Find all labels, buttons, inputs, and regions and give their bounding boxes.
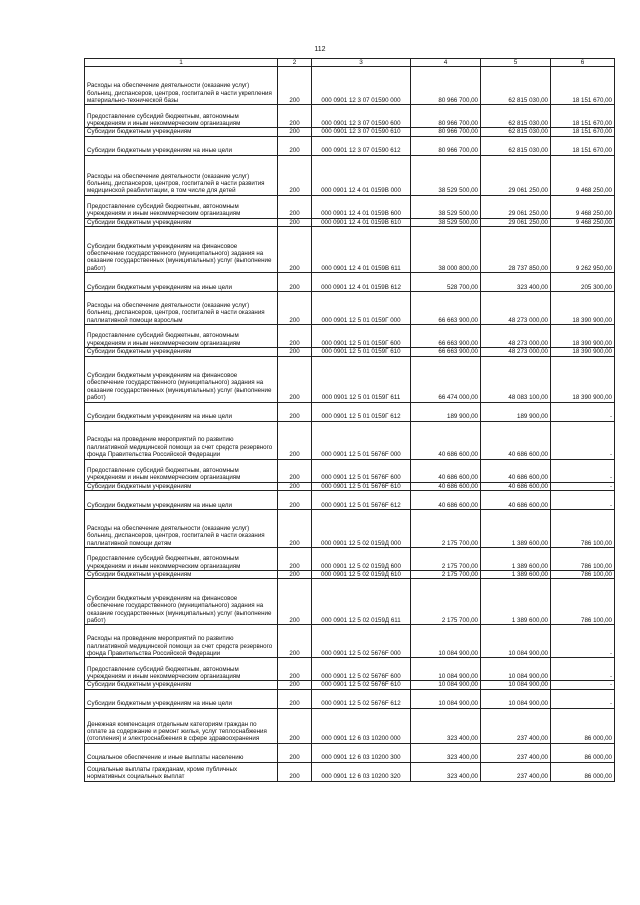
table-row: [85, 292, 615, 325]
row-value-col5-cell: 29 061 250,00: [481, 218, 551, 226]
row-name-cell: Субсидии бюджетным учреждениям на финансовое обеспечение государственного (муниципального) задания на оказание государственных (муниципальных) услуг (выполнение работ): [85, 579, 278, 625]
row-code-cell: 200: [278, 128, 312, 136]
row-value-col5-cell: 48 083 100,00: [481, 356, 551, 402]
row-value-col6-cell: 18 390 900,00: [551, 356, 615, 402]
header-cell-3: 3: [312, 59, 411, 67]
row-classification-cell: 000 0901 12 5 01 5676F 000: [312, 421, 411, 459]
row-name-cell: Расходы на обеспечение деятельности (оказание услуг) больниц, диспансеров, центров, госпиталей в части развития медицинской реабилитации, в том числе для детей: [85, 155, 278, 195]
row-value-col5-cell: 29 061 250,00: [481, 195, 551, 218]
row-value-col5-cell: 1 389 600,00: [481, 579, 551, 625]
table-row: [85, 136, 615, 155]
row-classification-cell: 000 0901 12 5 02 0159Д 000: [312, 510, 411, 548]
row-value-col5-cell: 62 815 030,00: [481, 128, 551, 136]
row-code-cell: 200: [278, 579, 312, 625]
row-value-col5-cell: 28 737 850,00: [481, 227, 551, 273]
header-cell-4: 4: [411, 59, 481, 67]
row-value-col6-cell: 9 262 950,00: [551, 227, 615, 273]
table-row: [85, 625, 615, 658]
row-value-col6-cell: 18 151 670,00: [551, 136, 615, 155]
row-value-col6-cell: 18 390 900,00: [551, 325, 615, 348]
row-name-cell: Предоставление субсидий бюджетным, автономным учреждениям и иным некоммерческим организациям: [85, 325, 278, 348]
row-value-col5-cell: 10 084 900,00: [481, 689, 551, 708]
row-value-col6-cell: 786 100,00: [551, 571, 615, 579]
row-code-cell: 200: [278, 348, 312, 356]
row-code-cell: 200: [278, 491, 312, 510]
row-value-col4-cell: 80 966 700,00: [411, 105, 481, 128]
header-cell-1: 1: [85, 59, 278, 67]
row-classification-cell: 000 0901 12 5 02 0159Д 611: [312, 579, 411, 625]
table-row: [85, 273, 615, 292]
row-value-col4-cell: 38 529 500,00: [411, 155, 481, 195]
row-name-cell: Расходы на обеспечение деятельности (оказание услуг) больниц, диспансеров, центров, госпиталей в части оказания паллиативной помощи детям: [85, 510, 278, 548]
row-code-cell: 200: [278, 155, 312, 195]
table-row: [85, 548, 615, 571]
row-value-col6-cell: 205 300,00: [551, 273, 615, 292]
row-name-cell: Расходы на обеспечение деятельности (оказание услуг) больниц, диспансеров, центров, госпиталей в части укрепления материально-технической базы: [85, 67, 278, 105]
header-cell-2: 2: [278, 59, 312, 67]
row-name-cell: Предоставление субсидий бюджетным, автономным учреждениям и иным некоммерческим организациям: [85, 459, 278, 482]
row-value-col4-cell: 10 084 900,00: [411, 658, 481, 681]
row-value-col5-cell: 29 061 250,00: [481, 155, 551, 195]
table-row: [85, 762, 615, 781]
table-row: [85, 579, 615, 625]
row-value-col5-cell: 10 084 900,00: [481, 658, 551, 681]
row-name-cell: Субсидии бюджетным учреждениям на финансовое обеспечение государственного (муниципального) задания на оказание государственных (муниципальных) услуг (выполнение работ): [85, 356, 278, 402]
row-value-col5-cell: 40 686 600,00: [481, 421, 551, 459]
row-code-cell: 200: [278, 625, 312, 658]
row-name-cell: Субсидии бюджетным учреждениям: [85, 128, 278, 136]
row-classification-cell: 000 0901 12 5 02 5676F 612: [312, 689, 411, 708]
row-value-col6-cell: -: [551, 681, 615, 689]
table-row: [85, 128, 615, 136]
row-value-col4-cell: 10 084 900,00: [411, 625, 481, 658]
row-code-cell: 200: [278, 459, 312, 482]
table-row: [85, 681, 615, 689]
row-code-cell: 200: [278, 510, 312, 548]
row-name-cell: Денежная компенсация отдельным категориям граждан по оплате за содержание и ремонт жилья, услуг теплоснабжения (отопления) и электроснабжения в сфере здравоохранения: [85, 708, 278, 743]
row-code-cell: 200: [278, 195, 312, 218]
table-row: [85, 356, 615, 402]
table-row: [85, 510, 615, 548]
row-value-col4-cell: 528 700,00: [411, 273, 481, 292]
budget-table-body: [85, 59, 615, 782]
row-code-cell: 200: [278, 571, 312, 579]
header-cell-5: 5: [481, 59, 551, 67]
row-value-col4-cell: 66 663 900,00: [411, 292, 481, 325]
row-value-col4-cell: 40 686 600,00: [411, 459, 481, 482]
table-row: [85, 708, 615, 743]
row-value-col4-cell: 38 529 500,00: [411, 218, 481, 226]
table-row: [85, 105, 615, 128]
row-value-col6-cell: 18 151 670,00: [551, 67, 615, 105]
row-classification-cell: 000 0901 12 5 01 0159Г 612: [312, 402, 411, 421]
row-value-col5-cell: 10 084 900,00: [481, 625, 551, 658]
table-row: [85, 155, 615, 195]
table-row: [85, 325, 615, 348]
row-value-col5-cell: 40 686 600,00: [481, 482, 551, 490]
row-classification-cell: 000 0901 12 3 07 01590 610: [312, 128, 411, 136]
row-value-col6-cell: 786 100,00: [551, 548, 615, 571]
row-value-col5-cell: 48 273 000,00: [481, 325, 551, 348]
row-value-col6-cell: 18 390 900,00: [551, 292, 615, 325]
table-row: [85, 491, 615, 510]
row-value-col6-cell: -: [551, 482, 615, 490]
table-row: [85, 689, 615, 708]
row-code-cell: 200: [278, 402, 312, 421]
row-code-cell: 200: [278, 227, 312, 273]
row-code-cell: 200: [278, 218, 312, 226]
row-value-col5-cell: 48 273 000,00: [481, 348, 551, 356]
row-value-col4-cell: 80 966 700,00: [411, 128, 481, 136]
row-code-cell: 200: [278, 658, 312, 681]
row-value-col4-cell: 38 529 500,00: [411, 195, 481, 218]
header-cell-6: 6: [551, 59, 615, 67]
row-value-col4-cell: 323 400,00: [411, 708, 481, 743]
row-code-cell: 200: [278, 708, 312, 743]
table-row: [85, 227, 615, 273]
row-value-col6-cell: 18 390 900,00: [551, 348, 615, 356]
table-row: [85, 743, 615, 762]
row-value-col6-cell: -: [551, 658, 615, 681]
row-name-cell: Социальное обеспечение и иные выплаты населению: [85, 743, 278, 762]
row-value-col5-cell: 40 686 600,00: [481, 491, 551, 510]
row-classification-cell: 000 0901 12 5 02 5676F 000: [312, 625, 411, 658]
row-code-cell: 200: [278, 743, 312, 762]
table-row: [85, 195, 615, 218]
row-value-col5-cell: 40 686 600,00: [481, 459, 551, 482]
row-value-col5-cell: 62 815 030,00: [481, 136, 551, 155]
row-value-col4-cell: 2 175 700,00: [411, 579, 481, 625]
row-name-cell: Предоставление субсидий бюджетным, автономным учреждениям и иным некоммерческим организациям: [85, 195, 278, 218]
row-classification-cell: 000 0901 12 5 02 5676F 600: [312, 658, 411, 681]
row-name-cell: Субсидии бюджетным учреждениям: [85, 218, 278, 226]
row-name-cell: Предоставление субсидий бюджетным, автономным учреждениям и иным некоммерческим организациям: [85, 105, 278, 128]
row-value-col5-cell: 189 900,00: [481, 402, 551, 421]
header-row: [85, 59, 615, 67]
row-code-cell: 200: [278, 292, 312, 325]
row-value-col6-cell: 9 468 250,00: [551, 155, 615, 195]
row-code-cell: 200: [278, 67, 312, 105]
row-code-cell: 200: [278, 681, 312, 689]
row-classification-cell: 000 0901 12 5 01 0159Г 000: [312, 292, 411, 325]
row-value-col4-cell: 323 400,00: [411, 743, 481, 762]
row-classification-cell: 000 0901 12 4 01 0159В 611: [312, 227, 411, 273]
row-classification-cell: 000 0901 12 3 07 01590 000: [312, 67, 411, 105]
row-value-col4-cell: 66 663 900,00: [411, 348, 481, 356]
row-value-col4-cell: 38 000 800,00: [411, 227, 481, 273]
row-classification-cell: 000 0901 12 5 01 0159Г 610: [312, 348, 411, 356]
table-row: [85, 658, 615, 681]
row-value-col5-cell: 237 400,00: [481, 708, 551, 743]
row-code-cell: 200: [278, 136, 312, 155]
row-name-cell: Социальные выплаты гражданам, кроме публичных нормативных социальных выплат: [85, 762, 278, 781]
row-classification-cell: 000 0901 12 5 02 5676F 610: [312, 681, 411, 689]
row-classification-cell: 000 0901 12 3 07 01590 600: [312, 105, 411, 128]
row-value-col5-cell: 237 400,00: [481, 743, 551, 762]
row-classification-cell: 000 0901 12 4 01 0159В 610: [312, 218, 411, 226]
row-name-cell: Расходы на обеспечение деятельности (оказание услуг) больниц, диспансеров, центров, госпиталей в части оказания паллиативной помощи взрослым: [85, 292, 278, 325]
row-classification-cell: 000 0901 12 5 01 5676F 610: [312, 482, 411, 490]
row-name-cell: Субсидии бюджетным учреждениям на иные цели: [85, 136, 278, 155]
row-value-col4-cell: 66 474 000,00: [411, 356, 481, 402]
row-value-col4-cell: 80 966 700,00: [411, 136, 481, 155]
row-classification-cell: 000 0901 12 5 01 5676F 600: [312, 459, 411, 482]
row-value-col4-cell: 323 400,00: [411, 762, 481, 781]
row-value-col6-cell: 18 151 670,00: [551, 105, 615, 128]
row-code-cell: 200: [278, 421, 312, 459]
row-value-col5-cell: 323 400,00: [481, 273, 551, 292]
row-code-cell: 200: [278, 325, 312, 348]
row-classification-cell: 000 0901 12 6 03 10200 300: [312, 743, 411, 762]
row-code-cell: 200: [278, 273, 312, 292]
row-name-cell: Субсидии бюджетным учреждениям: [85, 482, 278, 490]
row-value-col4-cell: 2 175 700,00: [411, 510, 481, 548]
table-row: [85, 348, 615, 356]
table-row: [85, 218, 615, 226]
table-row: [85, 402, 615, 421]
table-row: [85, 482, 615, 490]
row-classification-cell: 000 0901 12 3 07 01590 612: [312, 136, 411, 155]
row-code-cell: 200: [278, 105, 312, 128]
row-value-col5-cell: 10 084 900,00: [481, 681, 551, 689]
row-value-col4-cell: 189 900,00: [411, 402, 481, 421]
row-value-col4-cell: 80 966 700,00: [411, 67, 481, 105]
row-classification-cell: 000 0901 12 4 01 0159В 000: [312, 155, 411, 195]
row-classification-cell: 000 0901 12 5 01 0159Г 611: [312, 356, 411, 402]
row-value-col5-cell: 237 400,00: [481, 762, 551, 781]
row-code-cell: 200: [278, 356, 312, 402]
row-name-cell: Предоставление субсидий бюджетным, автономным учреждениям и иным некоммерческим организациям: [85, 658, 278, 681]
row-value-col6-cell: -: [551, 625, 615, 658]
row-classification-cell: 000 0901 12 5 02 0159Д 610: [312, 571, 411, 579]
row-value-col6-cell: -: [551, 689, 615, 708]
row-name-cell: Предоставление субсидий бюджетным, автономным учреждениям и иным некоммерческим организациям: [85, 548, 278, 571]
row-value-col5-cell: 1 389 600,00: [481, 510, 551, 548]
row-name-cell: Субсидии бюджетным учреждениям: [85, 681, 278, 689]
row-code-cell: 200: [278, 482, 312, 490]
row-value-col6-cell: 786 100,00: [551, 510, 615, 548]
row-name-cell: Расходы на проведение мероприятий по развитию паллиативной медицинской помощи за счет средств резервного фонда Правительства Российской Федерации: [85, 625, 278, 658]
row-value-col4-cell: 66 663 900,00: [411, 325, 481, 348]
row-value-col6-cell: 9 468 250,00: [551, 218, 615, 226]
row-code-cell: 200: [278, 762, 312, 781]
row-value-col5-cell: 1 389 600,00: [481, 548, 551, 571]
row-value-col6-cell: 86 000,00: [551, 743, 615, 762]
table-row: [85, 421, 615, 459]
row-value-col6-cell: -: [551, 459, 615, 482]
row-value-col5-cell: 62 815 030,00: [481, 105, 551, 128]
row-value-col6-cell: 86 000,00: [551, 708, 615, 743]
row-name-cell: Субсидии бюджетным учреждениям на иные цели: [85, 273, 278, 292]
row-value-col6-cell: -: [551, 402, 615, 421]
budget-table: [84, 58, 615, 782]
row-classification-cell: 000 0901 12 4 01 0159В 612: [312, 273, 411, 292]
row-value-col4-cell: 10 084 900,00: [411, 689, 481, 708]
row-value-col6-cell: 9 468 250,00: [551, 195, 615, 218]
row-name-cell: Субсидии бюджетным учреждениям на иные цели: [85, 689, 278, 708]
row-name-cell: Субсидии бюджетным учреждениям на финансовое обеспечение государственного (муниципального) задания на оказание государственных (муниципальных) услуг (выполнение работ): [85, 227, 278, 273]
table-row: [85, 67, 615, 105]
row-value-col4-cell: 10 084 900,00: [411, 681, 481, 689]
row-name-cell: Субсидии бюджетным учреждениям: [85, 571, 278, 579]
page-number: 112: [314, 46, 326, 53]
row-classification-cell: 000 0901 12 6 03 10200 320: [312, 762, 411, 781]
row-value-col4-cell: 40 686 600,00: [411, 482, 481, 490]
row-classification-cell: 000 0901 12 5 01 5676F 612: [312, 491, 411, 510]
row-value-col6-cell: -: [551, 491, 615, 510]
row-code-cell: 200: [278, 689, 312, 708]
row-name-cell: Расходы на проведение мероприятий по развитию паллиативной медицинской помощи за счет средств резервного фонда Правительства Российской Федерации: [85, 421, 278, 459]
row-name-cell: Субсидии бюджетным учреждениям на иные цели: [85, 491, 278, 510]
row-value-col6-cell: -: [551, 421, 615, 459]
row-classification-cell: 000 0901 12 6 03 10200 000: [312, 708, 411, 743]
table-row: [85, 459, 615, 482]
row-value-col6-cell: 86 000,00: [551, 762, 615, 781]
row-value-col6-cell: 786 100,00: [551, 579, 615, 625]
row-classification-cell: 000 0901 12 5 01 0159Г 600: [312, 325, 411, 348]
row-value-col4-cell: 2 175 700,00: [411, 548, 481, 571]
row-name-cell: Субсидии бюджетным учреждениям на иные цели: [85, 402, 278, 421]
row-value-col5-cell: 48 273 000,00: [481, 292, 551, 325]
row-classification-cell: 000 0901 12 4 01 0159В 600: [312, 195, 411, 218]
row-classification-cell: 000 0901 12 5 02 0159Д 600: [312, 548, 411, 571]
row-value-col5-cell: 1 389 600,00: [481, 571, 551, 579]
row-code-cell: 200: [278, 548, 312, 571]
row-value-col6-cell: 18 151 670,00: [551, 128, 615, 136]
row-value-col4-cell: 40 686 600,00: [411, 491, 481, 510]
row-name-cell: Субсидии бюджетным учреждениям: [85, 348, 278, 356]
row-value-col4-cell: 2 175 700,00: [411, 571, 481, 579]
row-value-col4-cell: 40 686 600,00: [411, 421, 481, 459]
row-value-col5-cell: 62 815 030,00: [481, 67, 551, 105]
table-row: [85, 571, 615, 579]
